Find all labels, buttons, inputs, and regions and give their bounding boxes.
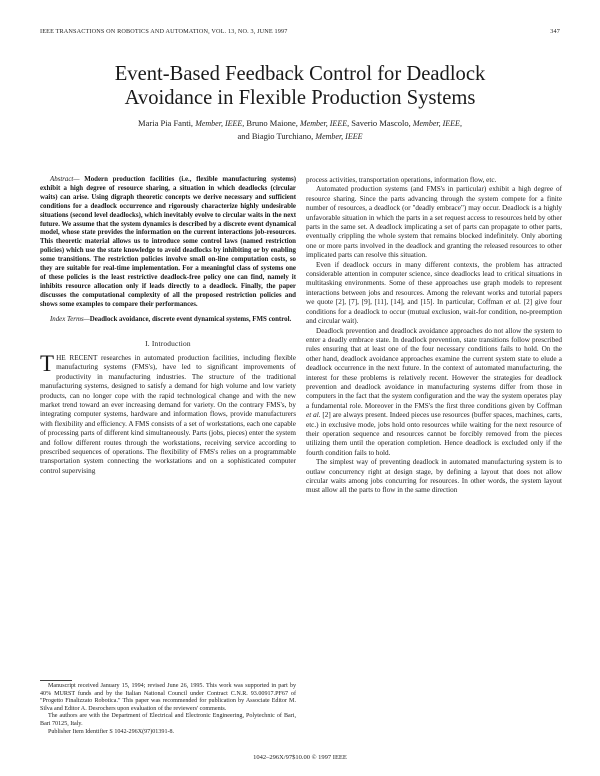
- footnote-manuscript: Manuscript received January 15, 1994; revised June 26, 1995. This work was supported in part by 40% MURST funds and by the Italian National Council under Contract C.N.R. 93.00917.PF67 of "Progetto Finalizzato Robotica." This paper was recommended for publication by Associate Editor M. Silva and Editor A. Desrochers upon evaluation of the reviewers' comments.: [40, 683, 296, 712]
- author-2: Bruno Maione,: [246, 118, 298, 128]
- right-paragraph-2-text-b: [2] give four conditions for a deadlock to occur (mutual exclusion, wait-for condition, no-preemption and circular wait).: [306, 298, 562, 326]
- right-paragraph-2-etal: et al.: [505, 298, 522, 307]
- author-3-membership: Member, IEEE,: [412, 119, 462, 128]
- intro-paragraph: [40, 350, 296, 476]
- author-1-membership: Member, IEEE,: [195, 119, 245, 128]
- abstract: [40, 176, 296, 310]
- title-line-1: Event-Based Feedback Control for Deadlock: [114, 63, 486, 85]
- journal-header: IEEE TRANSACTIONS ON ROBOTICS AND AUTOMATION, VOL. 13, NO. 3, JUNE 1997: [40, 28, 288, 35]
- index-terms-label: Index Terms—: [50, 315, 90, 323]
- index-terms-text: Deadlock avoidance, discrete event dynamical systems, FMS control.: [89, 315, 292, 323]
- author-4-membership: Member, IEEE: [315, 132, 363, 141]
- running-head: [40, 28, 560, 35]
- right-paragraph-4: The simplest way of preventing deadlock in automated manufacturing system is to outlaw concurrency right at design stage, by defining a layout that does not allow circular waits among jobs concurring for resources. In other words, the system layout must allow all the parts to flow in the same direction: [306, 458, 562, 495]
- author-2-membership: Member, IEEE,: [300, 119, 350, 128]
- section-heading-introduction: I. Introduction: [145, 338, 191, 348]
- drop-cap: T: [40, 350, 55, 376]
- left-column: [40, 176, 296, 476]
- author-1: Maria Pia Fanti,: [138, 118, 194, 128]
- right-paragraph-3-text-b: [2] are always present. Indeed pieces use resources (buffer spaces, machines, carts, etc.) in exclusive mode, jobs hold onto resources while waiting for the next resource of their operation sequence and resources cannot be forcibly removed from the pieces utilizing them until the operation completion. Hence deadlock is excluded only if the fourth condition fails to hold.: [306, 411, 562, 457]
- title-line-2: Avoidance in Flexible Production Systems: [124, 87, 476, 109]
- right-paragraph-3-text-a: Deadlock prevention and deadlock avoidance approaches do not allow the system to enter a deadly embrace state. In deadlock prevention, state transitions follow prescribed rules ensuring that at least one of the four necessary conditions fails to hold. On the other hand, deadlock avoidance approaches examine the current system state to elude a deadlock occurrence in the next future. In the context of automated manufacturing, the interest for these problems is relatively recent. However the strategies for deadlock prevention and deadlock avoidance in manufacturing systems differ from those in computers in the fact that the system configuration and the way the system operates play a fundamental role. Moreover in the FMS's the first three conditions given by Coffman: [306, 326, 562, 410]
- right-paragraph-2-text-a: Even if deadlock occurs in many different contexts, the problem has attracted considerable attention in computer science, since deadlocks lead to critical situations in multitasking environments. Some of these approaches use graph models to represent interactions between jobs and resources. Among the relevant works and tutorial papers we quote [2], [7], [9], [11], [14], and [15]. In particular, Coffman: [306, 260, 562, 307]
- footnote-rule: [40, 680, 72, 681]
- right-paragraph-3: [306, 327, 562, 459]
- footnote-affiliation: The authors are with the Department of Electrical and Electronic Engineering, Polytechnic of Bari, Bari 70125, Italy.: [40, 713, 296, 727]
- abstract-text: Modern production facilities (i.e., flexible manufacturing systems) exhibit a high degree of resource sharing, a situation in which deadlocks (circular waits) can arise. Using digraph theoretic concepts we derive necessary and sufficient conditions for a deadlock occurrence and rigorously characterize highly undesirable situations (second level deadlocks), which inevitably evolve to circular waits in the next future. We assume that the system dynamics is described by a discrete event dynamical model, whose state provides the information on the current interactions job-resources. This theoretic material allows us to introduce some control laws (named restriction policies) which use the state knowledge to avoid deadlocks by inhibiting or by enabling some transitions. The restriction policies involve small on-line computation costs, so they are suitable for real-time implementation. For a meaningful class of systems one of these policies is the least restrictive deadlock-free policy one can find, namely it inhibits resource allocation only if leads directly to a deadlock. Finally, the paper discusses the computational complexity of all the proposed restriction policies and shows some examples to compare their performances.: [40, 176, 296, 308]
- abstract-label: Abstract—: [50, 176, 80, 183]
- author-4: and Biagio Turchiano,: [237, 131, 314, 141]
- right-column: [306, 176, 562, 496]
- footnote: [40, 683, 296, 736]
- index-terms: [40, 316, 296, 325]
- right-paragraph-0: process activities, transportation operations, information flow, etc.: [306, 176, 497, 184]
- author-3: Saverio Mascolo,: [351, 118, 411, 128]
- copyright-footer: 1042–296X/97$10.00 © 1997 IEEE: [253, 754, 347, 761]
- footnote-identifier: Publisher Item Identifier S 1042-296X(97)01391-8.: [48, 728, 175, 735]
- right-paragraph-2: [306, 261, 562, 327]
- intro-text: HE RECENT researches in automated production facilities, including flexible manufacturing systems (FMS's), have led to significant improvements of productivity in manufacturing industries. The structure of the traditional manufacturing systems, designed to satisfy a demand for high volume and low variety products, can no longer cope with the rapid technological change and with the new market trend toward an ever increasing demand for variety. On the contrary FMS's, by integrating computer systems, hardware and information flows, provide manufacturers with flexibility and efficiency. A FMS consists of a set of workstations, each one capable of processing parts of different kind simultaneously. Parts (jobs, pieces) enter the system and follow different routes through the workstations, receiving service according to prescribed sequences of operations. The flexibility of FMS's relies on a programmable transportation system connecting the workstations and on a sophisticated computer control supervising: [40, 353, 296, 475]
- right-paragraph-3-etal: et al.: [306, 411, 321, 420]
- paper-title: [40, 62, 560, 110]
- right-paragraph-1: Automated production systems (and FMS's in particular) exhibit a high degree of resource sharing. Since the parts advancing through the system compete for a finite number of resources, a deadlock (or "deadly embrace") may occur. Deadlock is a highly unfavorable situation in which the parts in a set request access to resources held by other parts in the same set. A deadlock implicating a set of parts can propagate to other parts, eventually crippling the whole system that remains blocked indefinitely. Only aborting one or more parts involved in the deadlock and granting the released resources to other implicated parts can resolve this situation.: [306, 185, 562, 260]
- page-number: 347: [550, 28, 560, 35]
- author-list: [40, 117, 560, 143]
